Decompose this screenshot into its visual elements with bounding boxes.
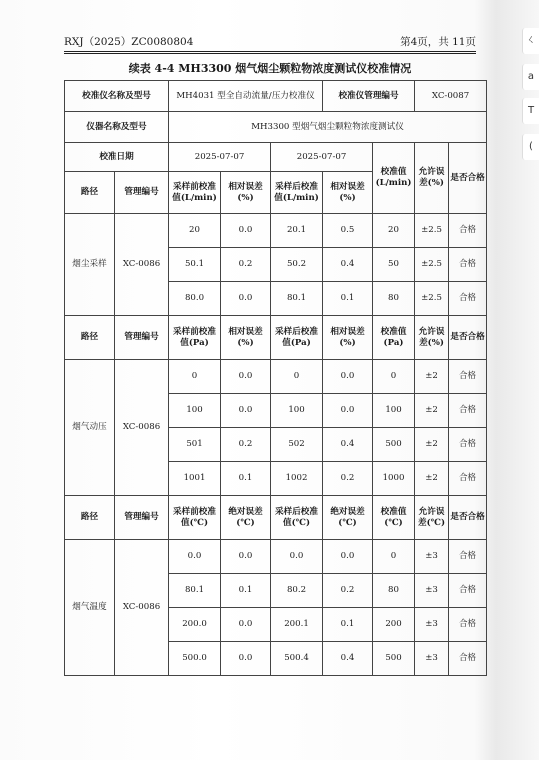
after-value-cell: 80.2 <box>271 574 323 608</box>
page-number: 第4页，共 11页 <box>400 36 476 48</box>
after-error-cell: 0.4 <box>323 428 373 462</box>
header-cell: 相对误差(%) <box>221 172 271 214</box>
table-row <box>65 360 487 394</box>
before-date: 2025-07-07 <box>169 143 271 172</box>
allowed-error-cell: ±3 <box>415 540 449 574</box>
document-number: RXJ（2025）ZC0080804 <box>64 36 194 48</box>
header-cell: 采样前校准值(L/min) <box>169 172 221 214</box>
standard-value-cell: 20 <box>373 214 415 248</box>
standard-value-cell: 80 <box>373 574 415 608</box>
allowed-error-cell: ±3 <box>415 642 449 676</box>
page-header <box>64 34 476 50</box>
pass-status-cell: 合格 <box>449 394 487 428</box>
header-rule-double <box>64 53 476 54</box>
standard-value-cell: 1000 <box>373 462 415 496</box>
pass-status-cell: 合格 <box>449 462 487 496</box>
header-cell: 路径 <box>65 316 115 360</box>
before-error-cell: 0.0 <box>221 394 271 428</box>
path-cell: 烟气温度 <box>65 540 115 676</box>
calibrator-code-label: 校准仪管理编号 <box>323 81 415 112</box>
before-value-cell: 1001 <box>169 462 221 496</box>
pass-status-cell: 合格 <box>449 360 487 394</box>
after-value-cell: 20.1 <box>271 214 323 248</box>
header-row <box>65 316 487 360</box>
header-cell: 采样后校准值(L/min) <box>271 172 323 214</box>
after-error-cell: 0.0 <box>323 394 373 428</box>
side-tab-chevron-left-icon[interactable]: ㄑ <box>522 28 539 54</box>
pass-status-cell: 合格 <box>449 540 487 574</box>
after-value-cell: 80.1 <box>271 282 323 316</box>
standard-value-cell: 50 <box>373 248 415 282</box>
allowed-error-cell: ±2 <box>415 360 449 394</box>
before-error-cell: 0.0 <box>221 540 271 574</box>
standard-value-cell: 500 <box>373 428 415 462</box>
before-value-cell: 0.0 <box>169 540 221 574</box>
before-value-cell: 501 <box>169 428 221 462</box>
header-cell: 校准值(Pa) <box>373 316 415 360</box>
allowed-error-cell: ±2.5 <box>415 214 449 248</box>
header-cell: 采样前校准值(Pa) <box>169 316 221 360</box>
standard-value-cell: 80 <box>373 282 415 316</box>
after-value-cell: 500.4 <box>271 642 323 676</box>
pass-status-cell: 合格 <box>449 642 487 676</box>
after-value-cell: 200.1 <box>271 608 323 642</box>
standard-value-cell: 0 <box>373 360 415 394</box>
header-cell: 路径 <box>65 172 115 214</box>
after-value-cell: 1002 <box>271 462 323 496</box>
before-error-cell: 0.0 <box>221 282 271 316</box>
header-cell: 相对误差(%) <box>221 316 271 360</box>
pass-status-cell: 合格 <box>449 282 487 316</box>
calibration-table <box>64 80 487 676</box>
after-error-cell: 0.0 <box>323 540 373 574</box>
after-value-cell: 0 <box>271 360 323 394</box>
before-value-cell: 0 <box>169 360 221 394</box>
management-number-cell: XC-0086 <box>115 214 169 316</box>
before-error-cell: 0.2 <box>221 428 271 462</box>
before-error-cell: 0.1 <box>221 462 271 496</box>
after-value-cell: 502 <box>271 428 323 462</box>
allowed-error-cell: ±2.5 <box>415 248 449 282</box>
after-error-cell: 0.1 <box>323 608 373 642</box>
header-cell: 是否合格 <box>449 496 487 540</box>
before-error-cell: 0.0 <box>221 642 271 676</box>
allowed-error-cell: ±2 <box>415 462 449 496</box>
before-value-cell: 200.0 <box>169 608 221 642</box>
date-row <box>65 143 487 172</box>
header-cell: 是否合格 <box>449 316 487 360</box>
before-error-cell: 0.2 <box>221 248 271 282</box>
management-number-cell: XC-0086 <box>115 360 169 496</box>
allowed-error-cell: ±3 <box>415 574 449 608</box>
after-value-cell: 50.2 <box>271 248 323 282</box>
before-error-cell: 0.0 <box>221 214 271 248</box>
pass-status-cell: 合格 <box>449 608 487 642</box>
before-value-cell: 500.0 <box>169 642 221 676</box>
header-cell: 采样后校准值(Pa) <box>271 316 323 360</box>
header-cell: 管理编号 <box>115 316 169 360</box>
allowed-error-cell: ±3 <box>415 608 449 642</box>
before-value-cell: 20 <box>169 214 221 248</box>
standard-value-cell: 200 <box>373 608 415 642</box>
header-cell: 是否合格 <box>449 143 487 214</box>
table-row <box>65 540 487 574</box>
date-label: 校准日期 <box>65 143 169 172</box>
info-row-instrument <box>65 112 487 143</box>
table-row <box>65 214 487 248</box>
header-row <box>65 496 487 540</box>
header-cell: 绝对误差(℃) <box>221 496 271 540</box>
after-value-cell: 100 <box>271 394 323 428</box>
before-value-cell: 80.0 <box>169 282 221 316</box>
header-cell: 采样后校准值(℃) <box>271 496 323 540</box>
table-title: 续表 4-4 MH3300 烟气烟尘颗粒物浓度测试仪校准情况 <box>128 62 412 75</box>
after-error-cell: 0.2 <box>323 462 373 496</box>
after-error-cell: 0.1 <box>323 282 373 316</box>
after-error-cell: 0.4 <box>323 248 373 282</box>
before-error-cell: 0.0 <box>221 360 271 394</box>
header-rule <box>64 51 476 52</box>
before-value-cell: 50.1 <box>169 248 221 282</box>
standard-value-cell: 500 <box>373 642 415 676</box>
calibrator-value: MH4031 型全自动流量/压力校准仪 <box>169 81 323 112</box>
after-error-cell: 0.2 <box>323 574 373 608</box>
standard-value-cell: 100 <box>373 394 415 428</box>
before-value-cell: 80.1 <box>169 574 221 608</box>
after-error-cell: 0.4 <box>323 642 373 676</box>
header-cell: 采样前校准值(℃) <box>169 496 221 540</box>
calibrator-label: 校准仪名称及型号 <box>65 81 169 112</box>
header-cell: 管理编号 <box>115 172 169 214</box>
allowed-error-cell: ±2 <box>415 428 449 462</box>
pass-status-cell: 合格 <box>449 214 487 248</box>
after-value-cell: 0.0 <box>271 540 323 574</box>
header-cell: 允许误差(℃) <box>415 496 449 540</box>
after-error-cell: 0.0 <box>323 360 373 394</box>
after-date: 2025-07-07 <box>271 143 373 172</box>
before-value-cell: 100 <box>169 394 221 428</box>
header-cell: 允许误差(%) <box>415 316 449 360</box>
info-row-calibrator <box>65 81 487 112</box>
side-tab-font-icon[interactable]: a <box>522 64 539 90</box>
pass-status-cell: 合格 <box>449 248 487 282</box>
path-cell: 烟尘采样 <box>65 214 115 316</box>
calibrator-code-value: XC-0087 <box>415 81 487 112</box>
header-cell: 绝对误差(℃) <box>323 496 373 540</box>
header-cell: 相对误差(%) <box>323 172 373 214</box>
header-cell: 校准值(L/min) <box>373 143 415 214</box>
header-cell: 路径 <box>65 496 115 540</box>
header-cell: 允许误差(%) <box>415 143 449 214</box>
pass-status-cell: 合格 <box>449 428 487 462</box>
side-tab-text-icon[interactable]: T <box>522 98 539 124</box>
allowed-error-cell: ±2 <box>415 394 449 428</box>
standard-value-cell: 0 <box>373 540 415 574</box>
before-error-cell: 0.0 <box>221 608 271 642</box>
after-error-cell: 0.5 <box>323 214 373 248</box>
allowed-error-cell: ±2.5 <box>415 282 449 316</box>
before-error-cell: 0.1 <box>221 574 271 608</box>
instrument-label: 仪器名称及型号 <box>65 112 169 143</box>
instrument-value: MH3300 型烟气烟尘颗粒物浓度测试仪 <box>169 112 487 143</box>
side-tab-bracket-icon[interactable]: ( <box>522 134 539 160</box>
path-cell: 烟气动压 <box>65 360 115 496</box>
header-cell: 相对误差(%) <box>323 316 373 360</box>
management-number-cell: XC-0086 <box>115 540 169 676</box>
pass-status-cell: 合格 <box>449 574 487 608</box>
header-cell: 校准值(℃) <box>373 496 415 540</box>
header-cell: 管理编号 <box>115 496 169 540</box>
